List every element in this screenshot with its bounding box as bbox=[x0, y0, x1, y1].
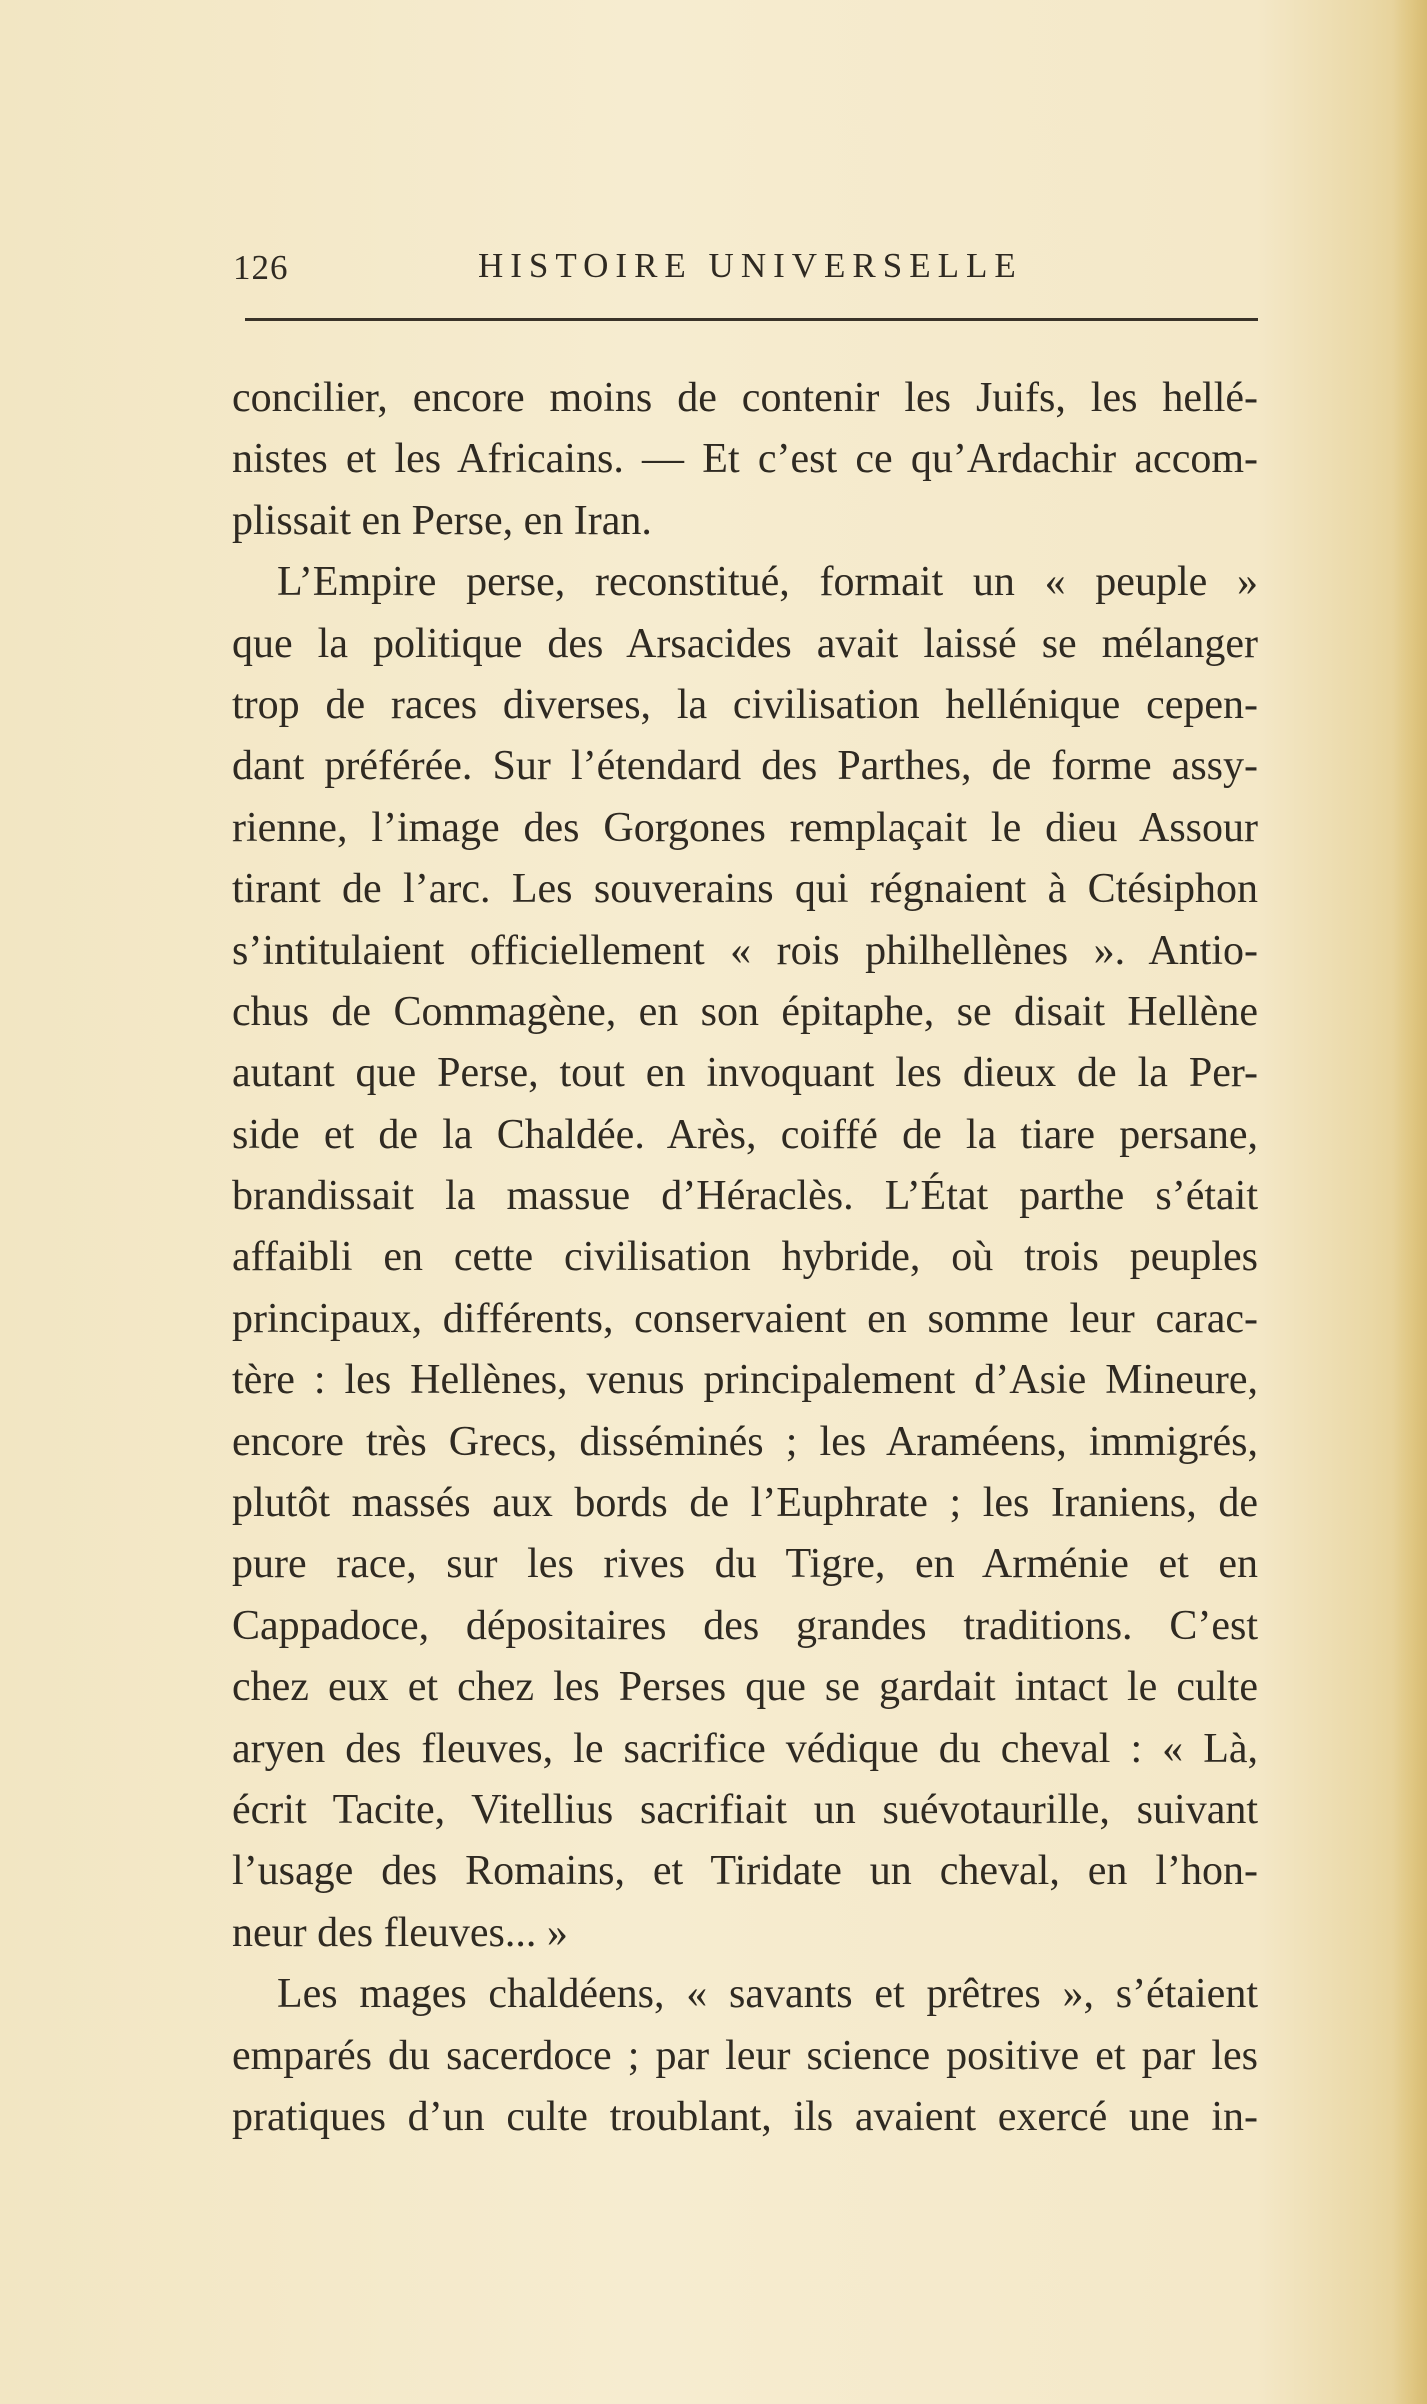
text-line: Cappadoce, dépositaires des grandes traditions. C’est bbox=[232, 1602, 1258, 1649]
page-number: 126 bbox=[233, 248, 289, 287]
page-edge-shadow bbox=[1393, 0, 1427, 2404]
text-line: plutôt massés aux bords de l’Euphrate ; les Iraniens, de bbox=[232, 1480, 1258, 1527]
text-line: que la politique des Arsacides avait laissé se mélanger bbox=[232, 620, 1258, 667]
text-line: rienne, l’image des Gorgones remplaçait le dieu Assour bbox=[232, 804, 1258, 851]
text-line: pratiques d’un culte troublant, ils avaient exercé une in- bbox=[232, 2093, 1258, 2140]
text-line: autant que Perse, tout en invoquant les dieux de la Per- bbox=[232, 1050, 1258, 1097]
text-line: chez eux et chez les Perses que se gardait intact le culte bbox=[232, 1664, 1258, 1711]
text-line: plissait en Perse, en Iran. bbox=[232, 497, 652, 544]
text-line: tirant de l’arc. Les souverains qui régnaient à Ctésiphon bbox=[232, 866, 1258, 913]
text-line: emparés du sacerdoce ; par leur science positive et par les bbox=[232, 2032, 1258, 2079]
running-title: HISTOIRE UNIVERSELLE bbox=[478, 246, 1023, 285]
text-line: side et de la Chaldée. Arès, coiffé de la tiare persane, bbox=[232, 1111, 1258, 1158]
text-line: principaux, différents, conservaient en somme leur carac- bbox=[232, 1295, 1258, 1342]
text-line: concilier, encore moins de contenir les Juifs, les hellé- bbox=[232, 375, 1258, 421]
text-line: encore très Grecs, disséminés ; les Araméens, immigrés, bbox=[232, 1418, 1258, 1465]
text-line: pure race, sur les rives du Tigre, en Arménie et en bbox=[232, 1541, 1258, 1588]
text-line: brandissait la massue d’Héraclès. L’État parthe s’était bbox=[232, 1173, 1258, 1220]
text-line: trop de races diverses, la civilisation hellénique cepen- bbox=[232, 681, 1258, 728]
text-line: tère : les Hellènes, venus principalement d’Asie Mineure, bbox=[232, 1357, 1258, 1404]
text-line: nistes et les Africains. — Et c’est ce qu’Ardachir accom- bbox=[232, 436, 1258, 483]
text-line: s’intitulaient officiellement « rois philhellènes ». Antio- bbox=[232, 927, 1258, 974]
text-line: neur des fleuves... » bbox=[232, 1909, 568, 1956]
header-rule bbox=[245, 318, 1258, 321]
text-line: Les mages chaldéens, « savants et prêtres », s’étaient bbox=[277, 1971, 1258, 2018]
text-line: affaibli en cette civilisation hybride, où trois peuples bbox=[232, 1234, 1258, 1281]
text-line: chus de Commagène, en son épitaphe, se disait Hellène bbox=[232, 988, 1258, 1035]
text-line: l’usage des Romains, et Tiridate un cheval, en l’hon- bbox=[232, 1848, 1258, 1895]
page-header bbox=[0, 0, 1427, 300]
body-text bbox=[232, 368, 1258, 2148]
text-line: aryen des fleuves, le sacrifice védique du cheval : « Là, bbox=[232, 1725, 1258, 1772]
text-line: dant préférée. Sur l’étendard des Parthes, de forme assy- bbox=[232, 743, 1258, 790]
text-line: L’Empire perse, reconstitué, formait un « peuple » bbox=[277, 559, 1258, 606]
text-line: écrit Tacite, Vitellius sacrifiait un suévotaurille, suivant bbox=[232, 1786, 1258, 1833]
